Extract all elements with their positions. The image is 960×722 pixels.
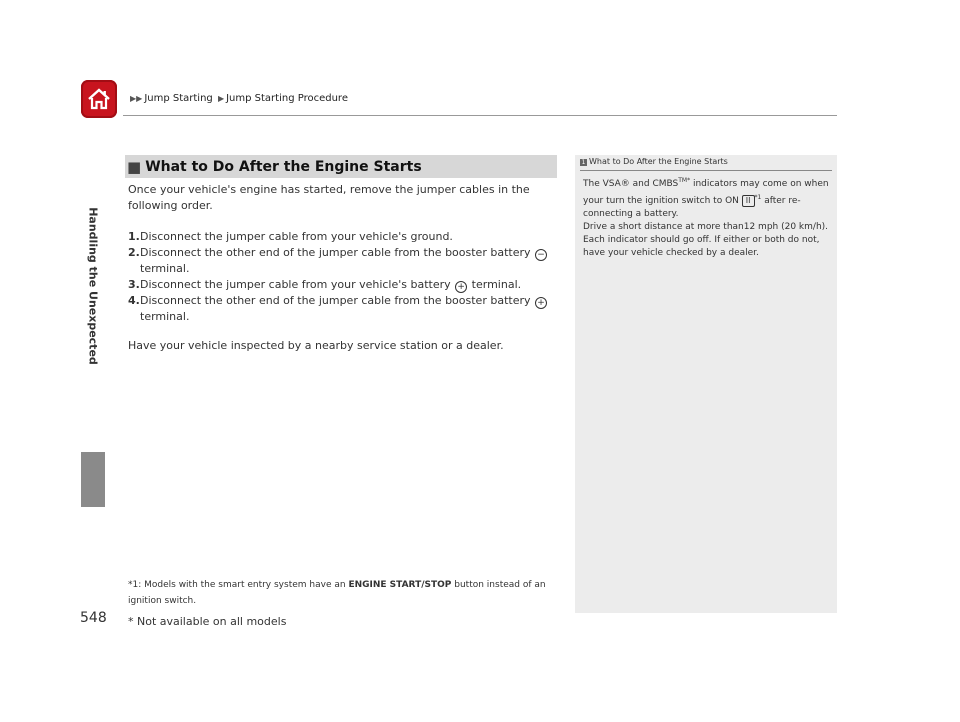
closing-paragraph: Have your vehicle inspected by a nearby service station or a dealer. (128, 339, 504, 352)
sidebar-note-title (580, 157, 832, 171)
list-item (128, 293, 556, 325)
list-item (128, 245, 556, 277)
footnote-prefix: *1: Models with the smart entry system have an (128, 580, 346, 590)
breadcrumb (128, 93, 348, 104)
header-divider (123, 115, 837, 116)
step-number: 2. (128, 246, 140, 259)
step-number: 3. (128, 278, 140, 291)
list-item (128, 229, 556, 245)
section-heading (125, 155, 557, 178)
sidebar-paragraph: The VSA® and $CMBS^{TM*}$ indicators may come on when your turn the ignition switch to ON II $^{*1}$ after re-connecting a battery. (583, 177, 829, 219)
breadcrumb-item-procedure[interactable]: Jump Starting Procedure (226, 93, 348, 104)
step-text-continued: terminal. (140, 310, 190, 323)
sidebar-paragraph: Drive a short distance at more than12 mph (20 km/h). Each indicator should go off. If either or both do not, have your vehicle checked by a dealer. (583, 222, 829, 258)
footnote-button-name: ENGINE START/STOP (348, 580, 452, 590)
negative-terminal-icon: − (535, 249, 547, 261)
step-text: Disconnect the jumper cable from your vehicle's ground. (140, 230, 453, 243)
home-button[interactable] (81, 80, 117, 118)
positive-terminal-icon: + (535, 297, 547, 309)
note-icon: 1 (581, 159, 586, 166)
availability-note: * Not available on all models (128, 615, 287, 628)
page-number: 548 (80, 610, 107, 626)
step-text-continued: terminal. (140, 262, 190, 275)
step-text: Disconnect the jumper cable from your vehicle's battery (140, 278, 451, 291)
step-number: 4. (128, 294, 140, 307)
home-icon (86, 87, 112, 111)
footnote-suffix: button instead of an ignition switch. (128, 580, 546, 606)
ignition-position-badge: II (742, 195, 755, 207)
steps-list (128, 229, 556, 325)
intro-paragraph: Once your vehicle's engine has started, remove the jumper cables in the following order. (128, 183, 530, 212)
list-item (128, 277, 556, 293)
section-title: What to Do After the Engine Starts (145, 158, 422, 175)
step-text: Disconnect the other end of the jumper cable from the booster battery (140, 246, 531, 259)
footnote (128, 577, 568, 609)
step-text: Disconnect the other end of the jumper cable from the booster battery (140, 294, 531, 307)
step-number: 1. (128, 230, 140, 243)
step-text-continued: terminal. (471, 278, 522, 291)
positive-terminal-icon: + (455, 281, 467, 293)
sidebar-note-body (583, 174, 831, 260)
breadcrumb-item-jump-starting[interactable]: Jump Starting (144, 93, 213, 104)
chapter-index-marker[interactable] (81, 452, 105, 507)
breadcrumb-arrow-icon: ▶ (217, 94, 225, 103)
square-bullet-icon: ■ (127, 157, 142, 176)
sidebar-title-text: What to Do After the Engine Starts (589, 157, 728, 166)
breadcrumb-arrow-icon: ▶▶ (130, 94, 143, 103)
